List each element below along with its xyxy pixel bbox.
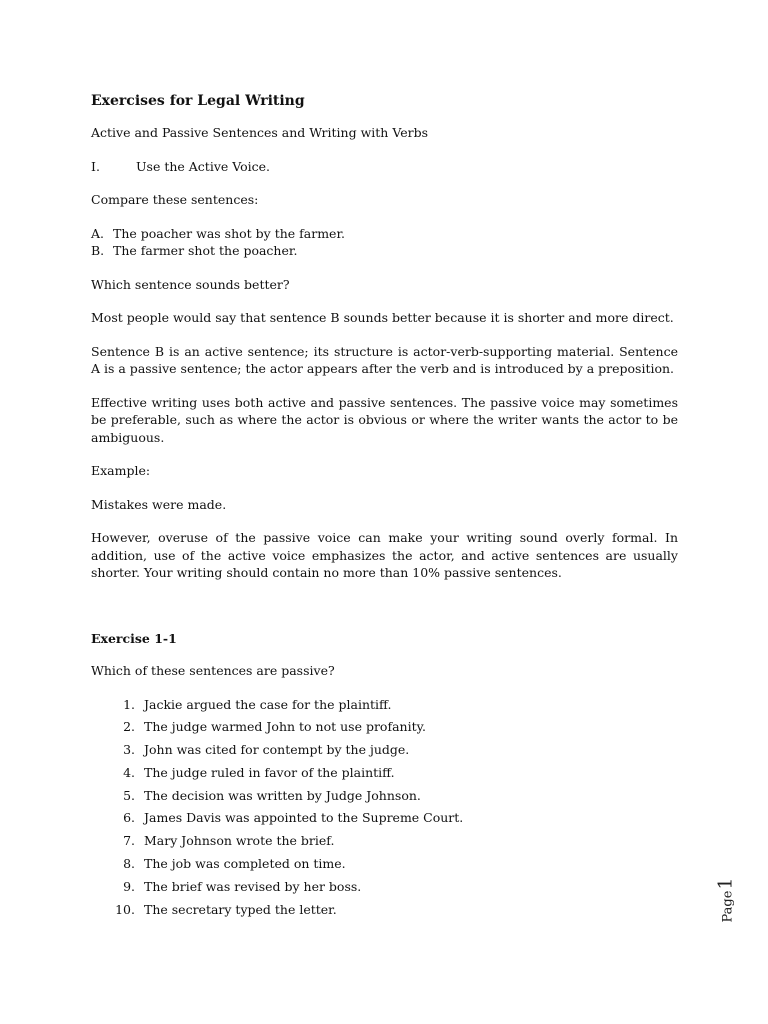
exercise-prompt: Which of these sentences are passive? <box>91 663 335 678</box>
list-item <box>91 855 678 878</box>
list-item <box>91 809 678 832</box>
list-item-text: John was cited for contempt by the judge. <box>144 742 410 758</box>
exercise-list <box>91 696 678 924</box>
explanation-paragraph: Sentence B is an active sentence; its structure is actor-verb-supporting material. Sentence A is a passive sentence; the actor appears after the verb and is introduced by a preposition. <box>91 343 678 376</box>
list-item-number: 8. <box>123 856 135 872</box>
list-item <box>91 764 678 787</box>
section-number: I. <box>91 158 100 174</box>
list-item-text: The judge ruled in favor of the plaintiff. <box>144 764 395 780</box>
document-subtitle: Active and Passive Sentences and Writing with Verbs <box>91 125 428 140</box>
list-item-number: 6. <box>123 810 135 826</box>
list-item <box>91 718 678 741</box>
list-item-number: 2. <box>123 719 135 735</box>
however-paragraph: However, overuse of the passive voice can make your writing sound overly formal. In addition, use of the active voice emphasizes the actor, and active sentences are usually shorter. Your writing should contain no more than 10% passive sentences. <box>91 530 678 580</box>
document-page <box>91 91 678 923</box>
list-item-number: 1. <box>123 696 135 712</box>
list-item-number: 3. <box>123 742 135 758</box>
section-heading-text: Use the Active Voice. <box>136 158 271 174</box>
compare-list <box>91 225 678 260</box>
list-item-text: The decision was written by Judge Johnson. <box>144 787 421 803</box>
compare-item-letter: A. <box>91 225 105 241</box>
page-number: 1 <box>714 877 737 890</box>
list-item-text: Mary Johnson wrote the brief. <box>144 833 335 849</box>
exercise-title: Exercise 1-1 <box>91 630 177 646</box>
list-item <box>91 787 678 810</box>
list-item-number: 7. <box>123 833 135 849</box>
list-item-text: James Davis was appointed to the Supreme Court. <box>144 810 464 826</box>
compare-item-text: The farmer shot the poacher. <box>113 243 298 258</box>
list-item-number: 10. <box>115 901 135 917</box>
compare-intro: Compare these sentences: <box>91 192 259 207</box>
page-number-marker <box>712 870 742 930</box>
page-number-rotated <box>714 877 737 923</box>
section-heading <box>91 158 678 176</box>
effective-writing-paragraph: Effective writing uses both active and passive sentences. The passive voice may sometimes be preferable, such as where the actor is obvious or where the writer wants the actor to be ambiguous. <box>91 394 678 445</box>
answer-paragraph: Most people would say that sentence B sounds better because it is shorter and more direct. <box>91 310 674 325</box>
list-item-number: 9. <box>123 878 135 894</box>
document-title: Exercises for Legal Writing <box>91 93 305 109</box>
list-item-text: The secretary typed the letter. <box>144 901 337 917</box>
list-item <box>91 696 678 719</box>
compare-item-text: The poacher was shot by the farmer. <box>113 225 346 241</box>
list-item-text: The judge warmed John to not use profanity. <box>144 719 426 735</box>
list-item-text: The job was completed on time. <box>144 856 346 872</box>
question-paragraph: Which sentence sounds better? <box>91 276 290 292</box>
list-item-number: 4. <box>123 764 135 780</box>
compare-item <box>91 242 678 260</box>
list-item-number: 5. <box>123 787 135 803</box>
list-item <box>91 901 678 924</box>
list-item-text: Jackie argued the case for the plaintiff. <box>144 696 392 712</box>
example-label: Example: <box>91 463 151 478</box>
example-text: Mistakes were made. <box>91 496 227 512</box>
compare-item <box>91 225 678 243</box>
list-item-text: The brief was revised by her boss. <box>144 878 362 894</box>
compare-item-letter: B. <box>91 243 105 258</box>
list-item <box>91 741 678 764</box>
list-item <box>91 832 678 855</box>
page-word: Page <box>720 890 736 923</box>
list-item <box>91 878 678 901</box>
